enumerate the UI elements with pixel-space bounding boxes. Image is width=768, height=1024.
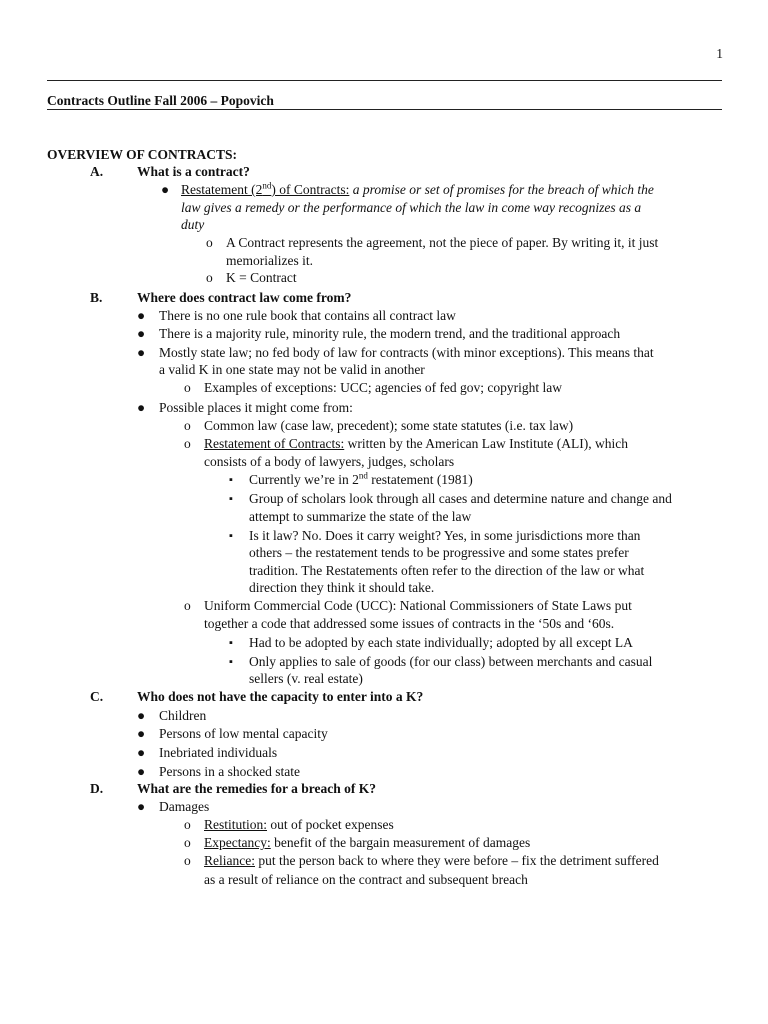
square-bullet-icon: ▪ xyxy=(229,493,233,505)
bullet-dot-icon: ● xyxy=(137,708,146,723)
section-c-letter: C. xyxy=(90,689,104,704)
restatement-sq2-line1: Group of scholars look through all cases and determine nature and change and xyxy=(249,491,672,506)
damages-item: Damages xyxy=(159,799,210,814)
square-bullet-icon: ▪ xyxy=(229,474,233,486)
ucc-line1: Uniform Commercial Code (UCC): National Commissioners of State Laws put xyxy=(204,598,632,613)
circle-bullet-icon: o xyxy=(184,853,191,868)
b-item4: Possible places it might come from: xyxy=(159,400,353,415)
section-d-heading: What are the remedies for a breach of K? xyxy=(137,781,376,796)
b-item3-line2: a valid K in one state may not be valid in another xyxy=(159,362,425,377)
bullet-dot-icon: ● xyxy=(137,745,146,760)
b-item4-sub1: Common law (case law, precedent); some state statutes (i.e. tax law) xyxy=(204,418,574,433)
capacity-item: Children xyxy=(159,708,207,723)
b-item2: There is a majority rule, minority rule, the modern trend, and the traditional approach xyxy=(159,326,621,341)
b-item3-sub: Examples of exceptions: UCC; agencies of fed gov; copyright law xyxy=(204,380,563,395)
reliance-line1 xyxy=(204,852,659,870)
ucc-line2: together a code that addressed some issues of contracts in the ‘50s and ‘60s. xyxy=(204,616,615,631)
sq1-pre: Currently we’re in 2 xyxy=(249,472,359,487)
circle-bullet-icon: o xyxy=(184,817,191,832)
reliance-label: Reliance: xyxy=(204,853,255,868)
bullet-dot-icon: ● xyxy=(137,726,146,741)
sq1-sup: nd xyxy=(358,470,368,481)
restatement-def-line3: duty xyxy=(181,217,205,232)
header-rule-bottom xyxy=(47,109,722,110)
section-d-letter: D. xyxy=(90,781,104,796)
document-title: Contracts Outline Fall 2006 – Popovich xyxy=(47,93,274,108)
restatement-definition xyxy=(181,181,654,199)
restitution-line xyxy=(204,816,394,834)
b-item1: There is no one rule book that contains all contract law xyxy=(159,308,456,323)
capacity-item: Inebriated individuals xyxy=(159,745,278,760)
restatement-label-pre: Restatement (2 xyxy=(181,182,263,197)
header-rule-top xyxy=(47,80,722,81)
b-item3-line1: Mostly state law; no fed body of law for contracts (with minor exceptions). This means that xyxy=(159,345,654,360)
ucc-sq2-line2: sellers (v. real estate) xyxy=(249,671,363,686)
section-b-heading: Where does contract law come from? xyxy=(137,290,352,305)
ucc-sq2-line1: Only applies to sale of goods (for our class) between merchants and casual xyxy=(249,654,653,669)
a-sub1-line1: A Contract represents the agreement, not the piece of paper. By writing it, it just xyxy=(226,235,659,250)
square-bullet-icon: ▪ xyxy=(229,530,233,542)
circle-bullet-icon: o xyxy=(206,270,213,285)
restitution-text: out of pocket expenses xyxy=(267,817,394,832)
circle-bullet-icon: o xyxy=(184,598,191,613)
bullet-dot-icon: ● xyxy=(137,308,146,323)
b-item4-sub2-line1 xyxy=(204,435,628,453)
restatement-sq3-line2: others – the restatement tends to be progressive and some states prefer xyxy=(249,545,629,560)
bullet-dot-icon: ● xyxy=(137,326,146,341)
bullet-dot-icon: ● xyxy=(137,799,146,814)
page-number: 1 xyxy=(716,46,723,61)
reliance-line2: as a result of reliance on the contract and subsequent breach xyxy=(204,872,528,887)
restatement-label xyxy=(181,182,349,197)
circle-bullet-icon: o xyxy=(184,835,191,850)
section-c-heading: Who does not have the capacity to enter into a K? xyxy=(137,689,424,704)
section-b-letter: B. xyxy=(90,290,103,305)
restatement-of-contracts-label: Restatement of Contracts: xyxy=(204,436,345,451)
section-a-letter: A. xyxy=(90,164,104,179)
restatement-label-post: ) of Contracts: xyxy=(271,182,350,197)
circle-bullet-icon: o xyxy=(184,436,191,451)
capacity-item: Persons in a shocked state xyxy=(159,764,300,779)
expectancy-line xyxy=(204,834,530,852)
restatement-of-contracts-text: written by the American Law Institute (ALI), which xyxy=(344,436,629,451)
restatement-def-line2: law gives a remedy or the performance of which the law in come way recognizes as a xyxy=(181,200,642,215)
b-item4-sub2-line2: consists of a body of lawyers, judges, scholars xyxy=(204,454,455,469)
a-sub2: K = Contract xyxy=(226,270,297,285)
bullet-dot-icon: ● xyxy=(137,400,146,415)
expectancy-label: Expectancy: xyxy=(204,835,271,850)
sq1-post: restatement (1981) xyxy=(367,472,473,487)
square-bullet-icon: ▪ xyxy=(229,656,233,668)
ucc-sq1: Had to be adopted by each state individually; adopted by all except LA xyxy=(249,635,633,650)
capacity-item: Persons of low mental capacity xyxy=(159,726,328,741)
section-a-heading: What is a contract? xyxy=(137,164,250,179)
restatement-def-line1: a promise or set of promises for the breach of which the xyxy=(349,182,654,197)
circle-bullet-icon: o xyxy=(184,380,191,395)
bullet-dot-icon: ● xyxy=(137,764,146,779)
restitution-label: Restitution: xyxy=(204,817,268,832)
circle-bullet-icon: o xyxy=(206,235,213,250)
restatement-label-sup: nd xyxy=(262,180,272,191)
circle-bullet-icon: o xyxy=(184,418,191,433)
bullet-dot-icon: ● xyxy=(137,345,146,360)
restatement-sq2-line2: attempt to summarize the state of the law xyxy=(249,509,472,524)
restatement-sq3-line3: tradition. The Restatements often refer to the direction of the law or what xyxy=(249,563,645,578)
a-sub1-line2: memorializes it. xyxy=(226,253,313,268)
expectancy-text: benefit of the bargain measurement of damages xyxy=(270,835,531,850)
square-bullet-icon: ▪ xyxy=(229,637,233,649)
restatement-sq3-line1: Is it law? No. Does it carry weight? Yes, in some jurisdictions more than xyxy=(249,528,641,543)
overview-heading: OVERVIEW OF CONTRACTS: xyxy=(47,147,238,162)
bullet-dot-icon: ● xyxy=(161,182,170,197)
reliance-text: put the person back to where they were before – fix the detriment suffered xyxy=(254,853,659,868)
restatement-sq1 xyxy=(249,471,473,489)
restatement-sq3-line4: direction they think it should take. xyxy=(249,580,435,595)
